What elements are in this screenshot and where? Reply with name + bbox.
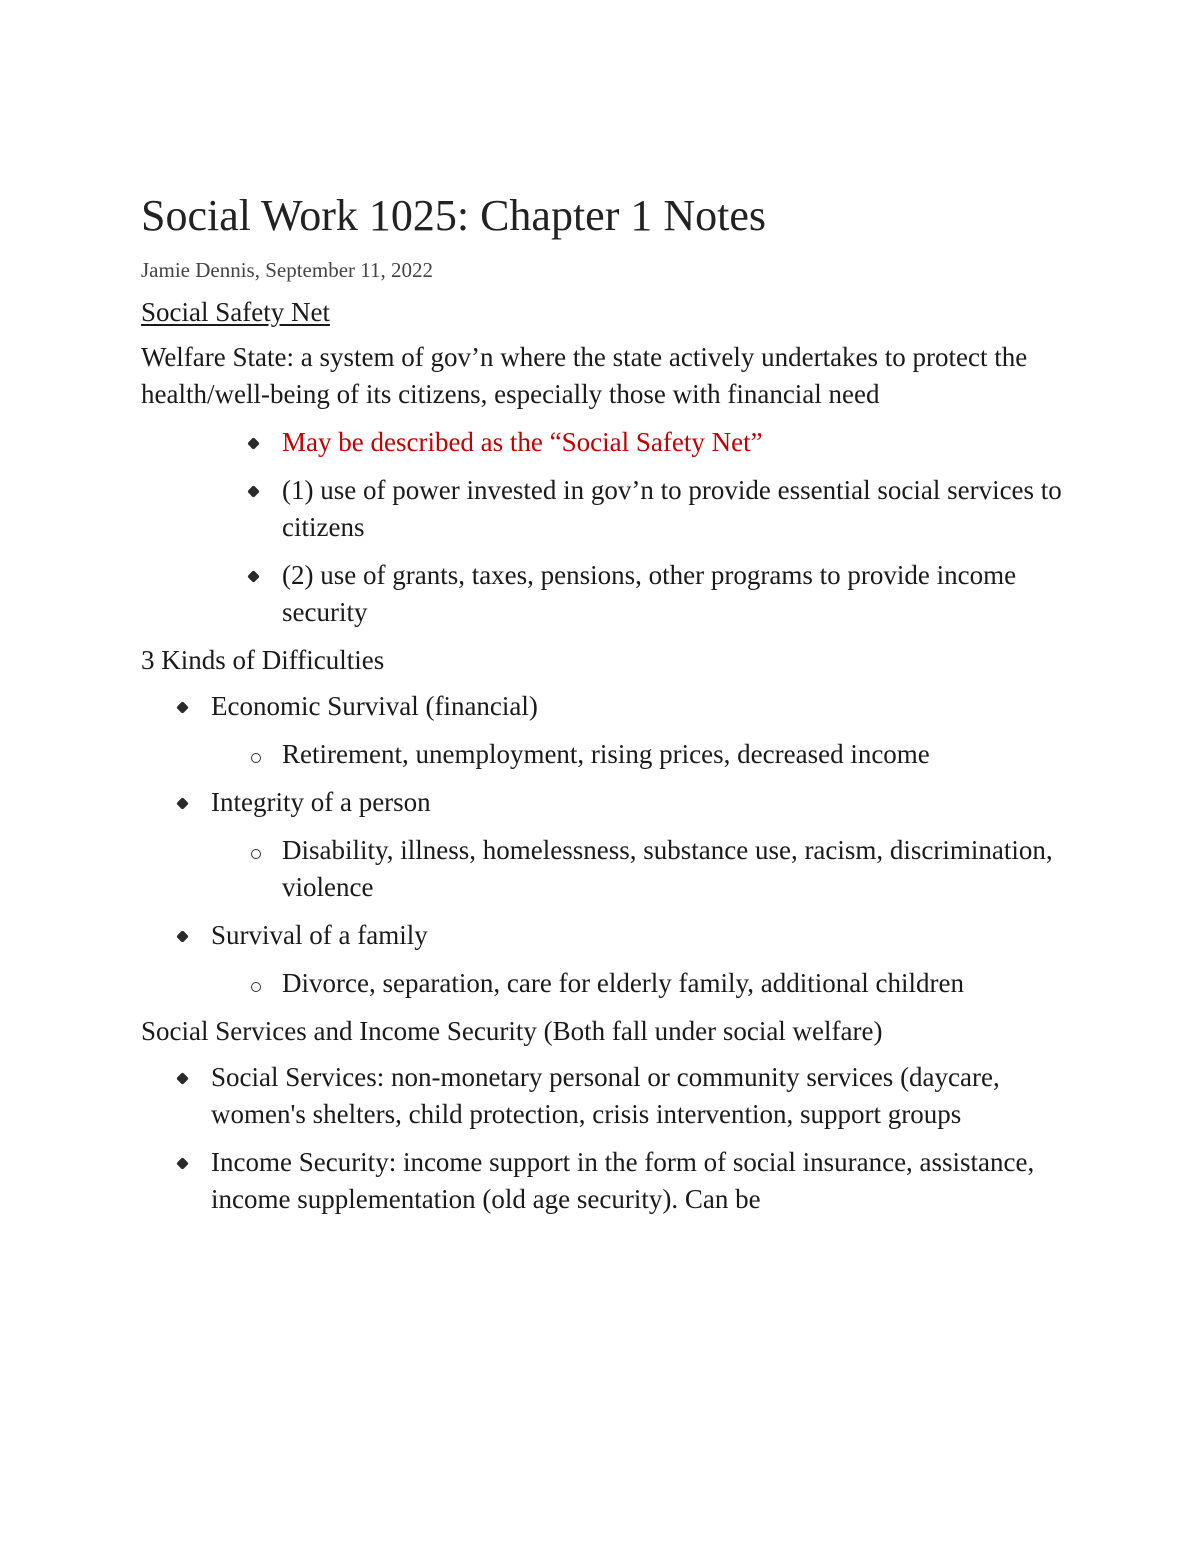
sub-bullet-icon	[251, 753, 261, 763]
bullet-icon	[247, 485, 260, 498]
bullet-icon	[176, 701, 189, 714]
list-item	[141, 917, 1071, 954]
list-item-text: Income Security: income support in the form of social insurance, assistance, income supplementation (old age security). Can be	[211, 1147, 1035, 1214]
social-services-list	[141, 1059, 1071, 1218]
list-item-text: May be described as the “Social Safety Net”	[282, 427, 763, 457]
list-item	[141, 472, 1071, 546]
list-item-text: Economic Survival (financial)	[211, 691, 538, 721]
list-item	[141, 736, 1071, 773]
bullet-icon	[247, 437, 260, 450]
list-item	[141, 557, 1071, 631]
document-page	[141, 190, 1071, 1218]
list-item-text: Social Services: non-monetary personal or community services (daycare, women's shelters, child protection, crisis intervention, support groups	[211, 1062, 1000, 1129]
section-heading-social-safety-net: Social Safety Net	[141, 297, 330, 327]
bullet-icon	[176, 930, 189, 943]
document-title: Social Work 1025: Chapter 1 Notes	[141, 191, 767, 240]
bullet-icon	[176, 1157, 189, 1170]
list-item	[141, 965, 1071, 1002]
author-date-line: Jamie Dennis, September 11, 2022	[141, 258, 434, 282]
section-heading-difficulties: 3 Kinds of Difficulties	[141, 645, 385, 675]
list-item-text: Integrity of a person	[211, 787, 431, 817]
welfare-state-definition: Welfare State: a system of gov’n where the state actively undertakes to protect the health/well-being of its citizens, especially those with financial need	[141, 342, 1028, 409]
sub-bullet-icon	[251, 849, 261, 859]
list-item-text: Divorce, separation, care for elderly family, additional children	[282, 968, 964, 998]
list-item	[141, 688, 1071, 725]
safety-net-bullet-list	[141, 424, 1071, 631]
list-item	[141, 1144, 1071, 1218]
list-item-text: (1) use of power invested in gov’n to provide essential social services to citizens	[282, 475, 1062, 542]
list-item	[141, 784, 1071, 821]
list-item-text: Retirement, unemployment, rising prices, decreased income	[282, 739, 930, 769]
bullet-icon	[176, 797, 189, 810]
list-item	[141, 424, 1071, 461]
list-item	[141, 1059, 1071, 1133]
section-heading-social-services: Social Services and Income Security (Both fall under social welfare)	[141, 1016, 883, 1046]
bullet-icon	[247, 570, 260, 583]
sub-bullet-icon	[251, 982, 261, 992]
bullet-icon	[176, 1072, 189, 1085]
list-item-text: (2) use of grants, taxes, pensions, other programs to provide income security	[282, 560, 1017, 627]
list-item-text: Disability, illness, homelessness, substance use, racism, discrimination, violence	[282, 835, 1053, 902]
list-item-text: Survival of a family	[211, 920, 428, 950]
list-item	[141, 832, 1071, 906]
difficulties-list	[141, 688, 1071, 1002]
